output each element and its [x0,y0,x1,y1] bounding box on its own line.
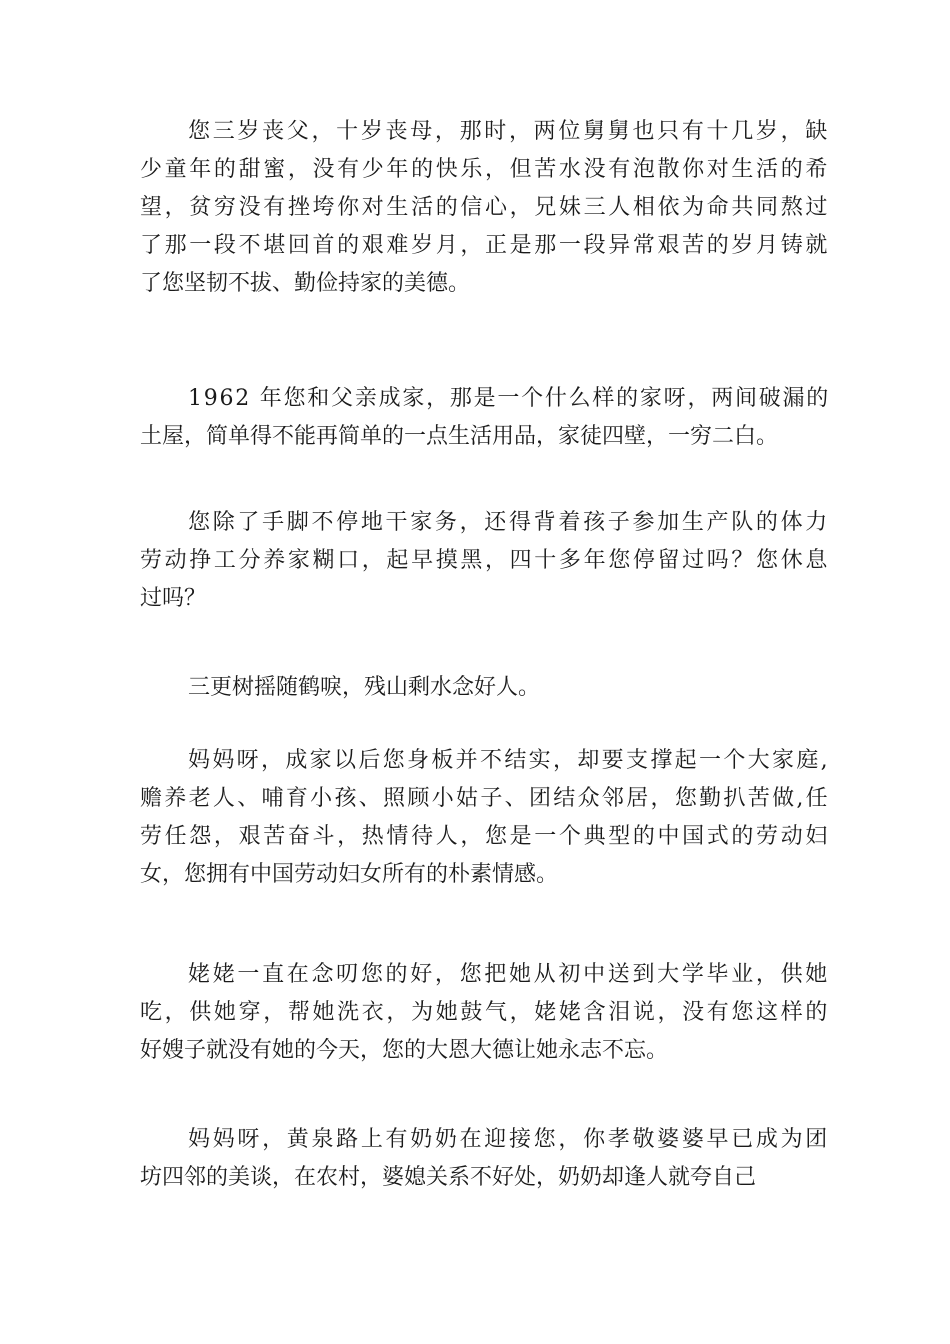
paragraph-line: 少童年的甜蜜，没有少年的快乐，但苦水没有泡散你对生活的希 [140,157,830,182]
paragraph-line: 您除了手脚不停地干家务，还得背着孩子参加生产队的体力 [188,510,830,535]
paragraph-line: 赡养老人、哺育小孩、照顾小姑子、团结众邻居，您勤扒苦做,任 [140,786,830,811]
paragraph-line: 劳任怨，艰苦奋斗，热情待人，您是一个典型的中国式的劳动妇 [140,824,830,849]
paragraph-line: 女，您拥有中国劳动妇女所有的朴素情感。 [140,862,559,887]
paragraph-6 [140,956,830,1070]
paragraph-line: 望，贫穷没有挫垮你对生活的信心，兄妹三人相依为命共同熬过 [140,195,830,220]
paragraph-7 [140,1121,830,1197]
paragraph-2 [140,380,830,456]
paragraph-line: 吃，供她穿，帮她洗衣，为她鼓气，姥姥含泪说，没有您这样的 [140,1000,830,1025]
paragraph-line: 土屋，简单得不能再简单的一点生活用品，家徒四壁，一穷二白。 [140,424,779,449]
paragraph-line: 了那一段不堪回首的艰难岁月，正是那一段异常艰苦的岁月铸就 [140,233,830,258]
paragraph-line: 过吗？ [140,586,207,611]
paragraph-line: 妈妈呀，成家以后您身板并不结实，却要支撑起一个大家庭, [188,748,830,773]
paragraph-line: 好嫂子就没有她的今天，您的大恩大德让她永志不忘。 [140,1038,669,1063]
paragraph-5 [140,742,830,894]
paragraph-line: 妈妈呀，黄泉路上有奶奶在迎接您，你孝敬婆婆早已成为团 [188,1127,830,1152]
paragraph-3 [140,504,830,618]
paragraph-line: 了您坚韧不拔、勤俭持家的美德。 [140,271,471,296]
paragraph-1 [140,113,830,303]
paragraph-line: 坊四邻的美谈，在农村，婆媳关系不好处，奶奶却逢人就夸自己 [140,1165,757,1190]
paragraph-line: 1962 年您和父亲成家，那是一个什么样的家呀，两间破漏的 [188,386,830,411]
paragraph-line: 您三岁丧父，十岁丧母，那时，两位舅舅也只有十几岁，缺 [188,119,830,144]
paragraph-4 [140,669,830,707]
paragraph-line: 劳动挣工分养家糊口，起早摸黑，四十多年您停留过吗？您休息 [140,548,830,573]
paragraph-line: 三更树摇随鹤唳，残山剩水念好人。 [188,675,541,700]
paragraph-line: 姥姥一直在念叨您的好，您把她从初中送到大学毕业，供她 [188,962,830,987]
